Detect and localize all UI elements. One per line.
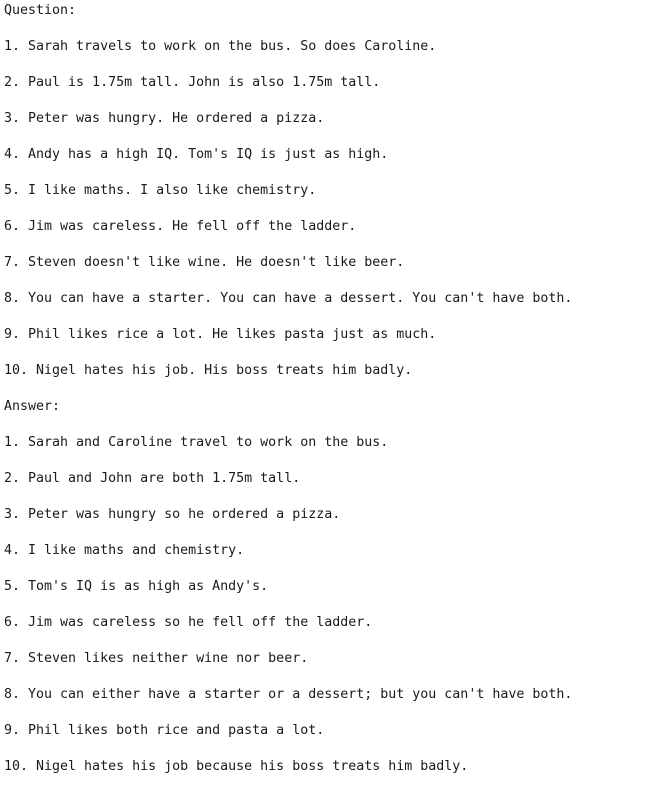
answer-item: 6. Jim was careless so he fell off the ladder. [4, 615, 373, 630]
question-item: 9. Phil likes rice a lot. He likes pasta just as much. [4, 327, 437, 342]
answer-item: 4. I like maths and chemistry. [4, 543, 245, 558]
question-item: 4. Andy has a high IQ. Tom's IQ is just as high. [4, 147, 389, 162]
question-item: 1. Sarah travels to work on the bus. So does Caroline. [4, 39, 437, 54]
question-item: 6. Jim was careless. He fell off the ladder. [4, 219, 357, 234]
answer-item: 2. Paul and John are both 1.75m tall. [4, 471, 301, 486]
document-body [4, 2, 658, 794]
question-item: 10. Nigel hates his job. His boss treats him badly. [4, 363, 413, 378]
question-item: 8. You can have a starter. You can have a dessert. You can't have both. [4, 291, 573, 306]
answer-item: 8. You can either have a starter or a dessert; but you can't have both. [4, 687, 573, 702]
question-heading: Question: [4, 3, 77, 18]
answer-item: 3. Peter was hungry so he ordered a pizza. [4, 507, 341, 522]
question-item: 3. Peter was hungry. He ordered a pizza. [4, 111, 325, 126]
answer-heading: Answer: [4, 399, 61, 414]
question-item: 2. Paul is 1.75m tall. John is also 1.75m tall. [4, 75, 381, 90]
answer-item: 1. Sarah and Caroline travel to work on the bus. [4, 435, 389, 450]
answer-item: 7. Steven likes neither wine nor beer. [4, 651, 309, 666]
answer-item: 10. Nigel hates his job because his boss treats him badly. [4, 759, 469, 774]
answer-item: 9. Phil likes both rice and pasta a lot. [4, 723, 325, 738]
question-item: 5. I like maths. I also like chemistry. [4, 183, 317, 198]
question-item: 7. Steven doesn't like wine. He doesn't like beer. [4, 255, 405, 270]
answer-item: 5. Tom's IQ is as high as Andy's. [4, 579, 269, 594]
